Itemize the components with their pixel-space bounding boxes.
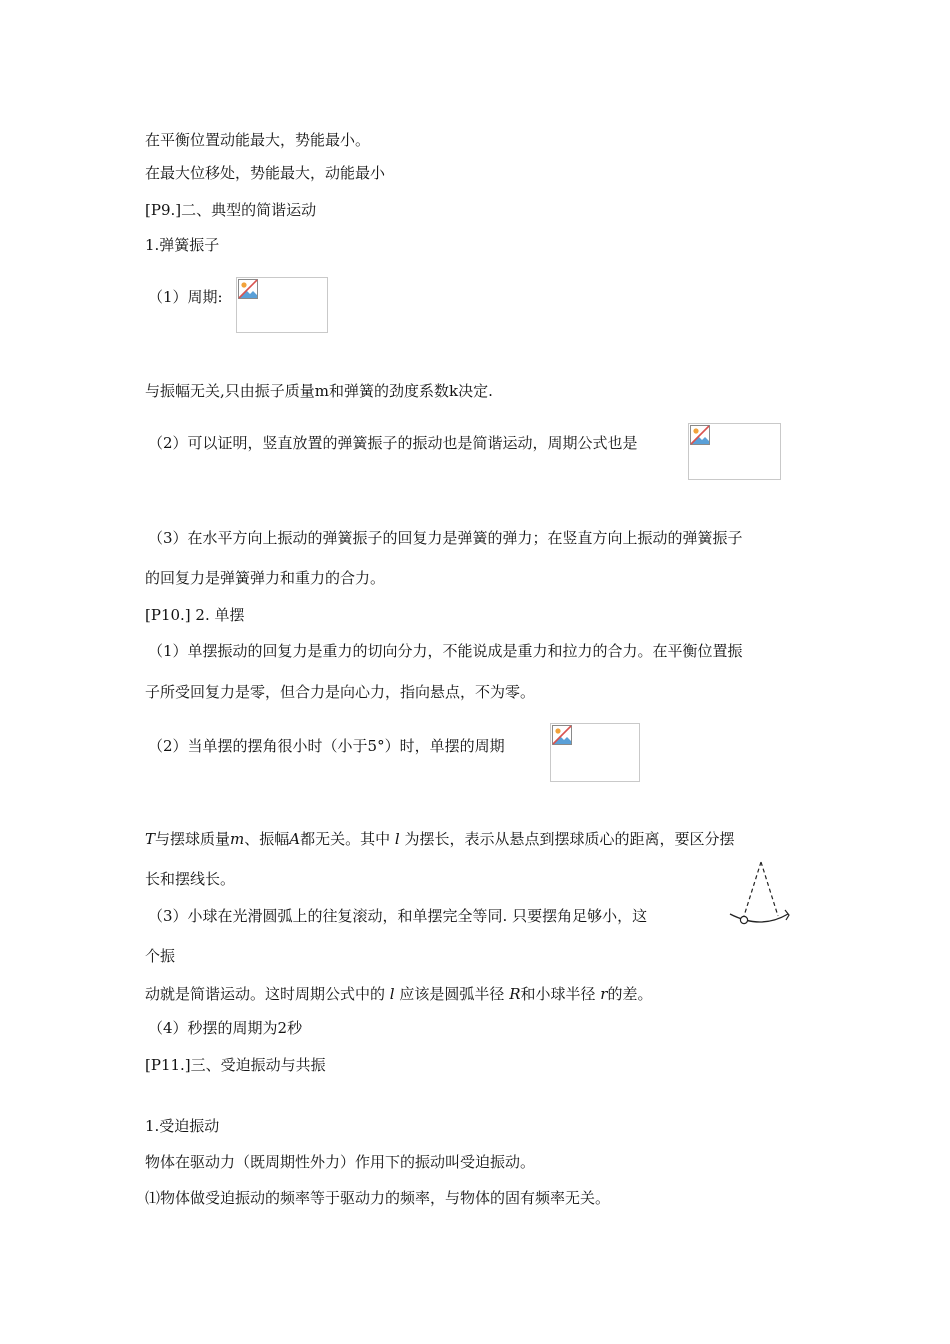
text-forced-definition: 物体在驱动力（既周期性外力）作用下的振动叫受迫振动。 bbox=[145, 1153, 536, 1171]
pendulum-arc-diagram bbox=[728, 858, 794, 928]
text-fragment: 与摆球质量 bbox=[155, 830, 231, 848]
heading-p9: [P9.]二、典型的简谐运动 bbox=[145, 201, 317, 219]
text-vertical-spring: （2）可以证明，竖直放置的弹簧振子的振动也是简谐运动，周期公式也是 bbox=[148, 434, 638, 452]
text-fragment: 和小球半径 bbox=[520, 985, 596, 1003]
text-potential-max: 在最大位移处，势能最大，动能最小 bbox=[145, 164, 386, 182]
text-amplitude-independent: 与振幅无关,只由振子质量m和弹簧的劲度系数k决定. bbox=[145, 382, 493, 400]
text-period-label: （1）周期: bbox=[148, 288, 223, 306]
text-fragment: 都无关。其中 bbox=[300, 830, 391, 848]
broken-image-icon bbox=[552, 725, 572, 745]
text-forced-frequency: ⑴物体做受迫振动的频率等于驱动力的频率，与物体的固有频率无关。 bbox=[145, 1189, 611, 1207]
text-pendulum-period: （2）当单摆的摆角很小时（小于5°）时，单摆的周期 bbox=[148, 737, 505, 755]
heading-p11-forced: [P11.]三、受迫振动与共振 bbox=[145, 1056, 326, 1074]
text-arc-rolling: （3）小球在光滑圆弧上的往复滚动，和单摆完全等同. 只要摆角足够小，这 bbox=[148, 907, 648, 925]
symbol-r: r bbox=[600, 985, 608, 1003]
text-fragment: 应该是圆弧半径 bbox=[399, 985, 505, 1003]
text-length-distinction: 长和摆线长。 bbox=[145, 870, 236, 888]
heading-p10-pendulum: [P10.] 2. 单摆 bbox=[145, 606, 245, 624]
text-kinetic-max: 在平衡位置动能最大，势能最小。 bbox=[145, 131, 371, 149]
symbol-T: T bbox=[145, 830, 156, 848]
heading-forced-vibration: 1.受迫振动 bbox=[145, 1117, 220, 1135]
formula-image-spring-period bbox=[236, 277, 328, 333]
text-period-independence bbox=[145, 829, 735, 849]
heading-spring-oscillator: 1.弹簧振子 bbox=[145, 236, 220, 254]
formula-image-pendulum-period bbox=[550, 723, 640, 782]
text-fragment: 、振幅 bbox=[244, 830, 290, 848]
formula-image-vertical-period bbox=[688, 423, 781, 480]
broken-image-icon bbox=[690, 425, 710, 445]
text-fragment: 的差。 bbox=[607, 985, 653, 1003]
text-pendulum-force-2: 子所受回复力是零，但合力是向心力，指向悬点，不为零。 bbox=[145, 683, 536, 701]
symbol-A: A bbox=[289, 830, 301, 848]
broken-image-icon bbox=[238, 279, 258, 299]
text-this-vibration: 个振 bbox=[145, 947, 176, 965]
text-pendulum-force-1: （1）单摆振动的回复力是重力的切向分力，不能说成是重力和拉力的合力。在平衡位置振 bbox=[148, 642, 743, 660]
text-fragment: 动就是简谐运动。这时周期公式中的 bbox=[145, 985, 386, 1003]
text-restoring-force-2: 的回复力是弹簧弹力和重力的合力。 bbox=[145, 569, 386, 587]
symbol-l: l bbox=[389, 985, 395, 1003]
text-arc-period-formula bbox=[145, 984, 652, 1004]
symbol-l: l bbox=[394, 830, 400, 848]
symbol-m: m bbox=[230, 830, 245, 848]
symbol-R: R bbox=[509, 985, 521, 1003]
text-seconds-pendulum: （4）秒摆的周期为2秒 bbox=[148, 1019, 303, 1037]
text-restoring-force-1: （3）在水平方向上振动的弹簧振子的回复力是弹簧的弹力；在竖直方向上振动的弹簧振子 bbox=[148, 529, 743, 547]
text-fragment: 为摆长，表示从悬点到摆球质心的距离，要区分摆 bbox=[404, 830, 735, 848]
